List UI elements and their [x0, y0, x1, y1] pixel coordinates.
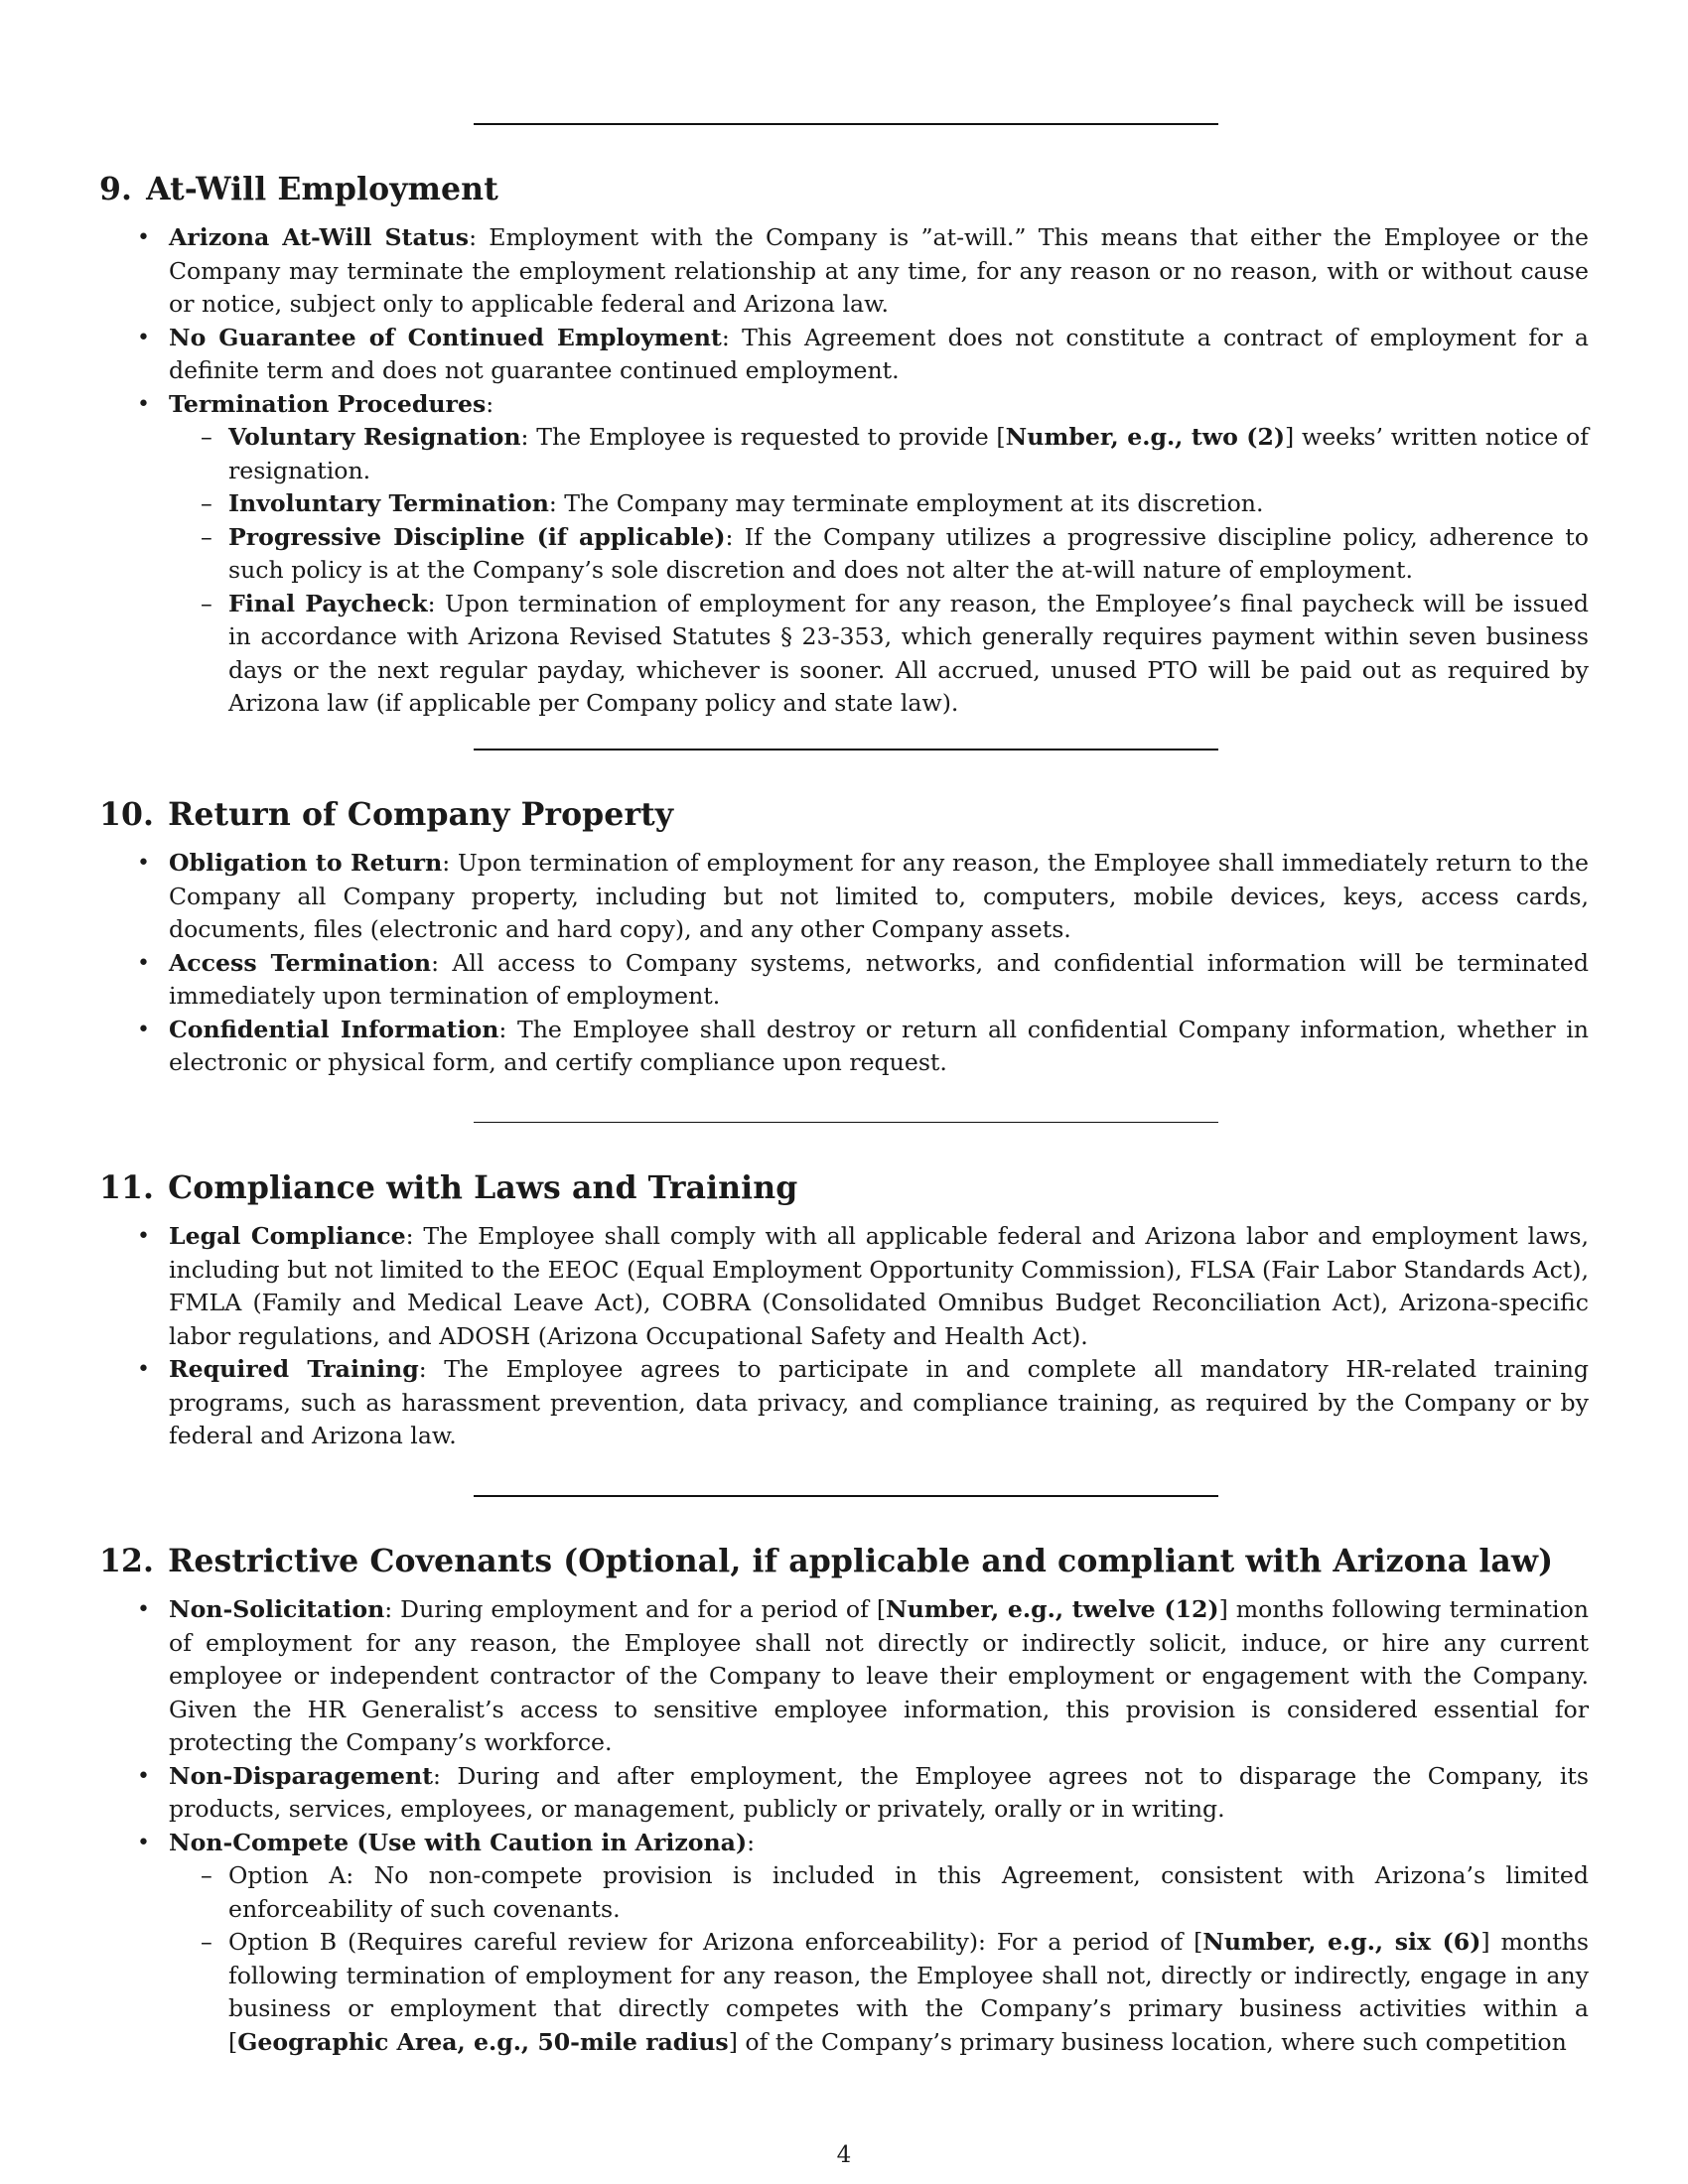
bullet-term: Non-Solicitation — [169, 1595, 385, 1623]
section-number: 9. — [99, 171, 133, 207]
section-title: At-Will Employment — [146, 171, 498, 207]
list-item: • Non-Solicitation: During employment and for a period of [Number, e.g., twelve (12)] months following termination of employment for any reason, the Employee shall not directly or indirectly solicit, induce, or hire any current employee or independent contractor of the Company to leave their employment or engagement with the Company. Given the HR Generalist’s access to sensitive employee information, this provision is considered essential for protecting the Company’s workforce. — [99, 1593, 1589, 1760]
bullet-term: Arizona At-Will Status — [169, 223, 470, 251]
sub-list-item: – Final Paycheck: Upon termination of employment for any reason, the Employee’s final paycheck will be issued in accordance with Arizona Revised Statutes § 23-353, which generally requires payment within seven business days or the next regular payday, whichever is sooner. All accrued, unused PTO will be paid out as required by Arizona law (if applicable per Company policy and state law). — [169, 588, 1589, 721]
bullet-list — [99, 1593, 1589, 2059]
bullet-term: Required Training — [169, 1355, 419, 1383]
section-number: 12. — [99, 1543, 155, 1579]
bullet-text: : The Employee shall comply with all applicable federal and Arizona labor and employment laws, including but not limited to the EEOC (Equal Employment Opportunity Commission), FLSA (Fair Labor Standards Act), FMLA (Family and Medical Leave Act), COBRA (Consolidated Omnibus Budget Reconciliation Act), Arizona-specific labor regulations, and ADOSH (Arizona Occupational Safety and Health Act). — [169, 1222, 1589, 1350]
list-item — [99, 1353, 1589, 1453]
bullet-term: No Guarantee of Continued Employment — [169, 323, 722, 351]
list-item — [99, 1014, 1589, 1080]
placeholder-field: Number, e.g., twelve (12) — [886, 1595, 1219, 1623]
sub-list-item: – Option B (Requires careful review for Arizona enforceability): For a period of [Number, e.g., six (6)] months following termination of employment for any reason, the Employee shall not, directly or indirectly, engage in any business or employment that directly competes with the Company’s primary business activities within a [Geographic Area, e.g., 50-mile radius] of the Company’s primary business location, where such competition — [169, 1926, 1589, 2059]
list-item — [99, 221, 1589, 322]
bullet-list — [99, 847, 1589, 1080]
section-title: Restrictive Covenants (Optional, if applicable and compliant with Arizona law) — [168, 1543, 1554, 1579]
list-item — [99, 388, 1589, 721]
placeholder-field: Number, e.g., two (2) — [1005, 423, 1286, 451]
list-item — [99, 1827, 1589, 2060]
bullet-list — [99, 221, 1589, 721]
bullet-text: : — [747, 1828, 756, 1856]
bullet-text: : All access to Company systems, networks, and confidential information will be terminated immediately upon termination of employment. — [169, 948, 1589, 1010]
bullet-text: : During and after employment, the Employee agrees not to disparage the Company, its products, services, employees, or management, publicly or privately, orally or in writing. — [169, 1761, 1589, 1823]
bullet-text: : The Employee agrees to participate in and complete all mandatory HR-related training programs, such as harassment prevention, data privacy, and compliance training, as required by the Company or by federal and Arizona law. — [169, 1355, 1589, 1449]
option-a-text: Option A: No non-compete provision is included in this Agreement, consistent with Arizona’s limited enforceability of such covenants. — [228, 1861, 1589, 1923]
list-item — [99, 322, 1589, 388]
section-heading — [99, 1169, 1589, 1206]
section-number: 11. — [99, 1169, 155, 1206]
sub-list-item — [169, 1859, 1589, 1926]
sub-term: Involuntary Termination — [228, 489, 549, 517]
bullet-term: Confidential Information — [169, 1015, 499, 1043]
section-heading — [99, 171, 1589, 207]
section-12 — [99, 1543, 1589, 2059]
section-divider — [474, 1495, 1218, 1497]
bullet-term: Access Termination — [169, 948, 432, 977]
bullet-text: : Employment with the Company is ”at-will.” This means that either the Employee or the Company may terminate the employment relationship at any time, for any reason or no reason, with or without cause or notice, subject only to applicable federal and Arizona law. — [169, 223, 1590, 318]
section-number: 10. — [99, 796, 155, 833]
list-item — [99, 1220, 1589, 1353]
sub-term: Voluntary Resignation — [228, 423, 521, 451]
section-title: Return of Company Property — [168, 796, 674, 833]
section-heading — [99, 1543, 1589, 1579]
page-number: 4 — [836, 2142, 852, 2168]
sub-list-item: – Progressive Discipline (if applicable): If the Company utilizes a progressive discipline policy, adherence to such policy is at the Company’s sole discretion and does not alter the at-will nature of employment. — [169, 521, 1589, 588]
bullet-text: : The Employee shall destroy or return all confidential Company information, whether in electronic or physical form, and certify compliance upon request. — [169, 1015, 1589, 1076]
section-heading — [99, 796, 1589, 833]
placeholder-field: Geographic Area, e.g., 50-mile radius — [237, 2027, 729, 2056]
list-item — [99, 847, 1589, 947]
section-10 — [99, 796, 1589, 1080]
sub-list-item: – Involuntary Termination: The Company may terminate employment at its discretion. — [169, 487, 1589, 521]
section-title: Compliance with Laws and Training — [168, 1169, 798, 1206]
bullet-text: : — [486, 389, 494, 418]
bullet-text: : This Agreement does not constitute a contract of employment for a definite term and does not guarantee continued employment. — [169, 323, 1589, 384]
bullet-term: Termination Procedures — [169, 389, 487, 418]
sub-term: Progressive Discipline (if applicable) — [228, 522, 726, 551]
section-divider — [474, 749, 1218, 751]
sub-list — [169, 421, 1589, 721]
section-9 — [99, 171, 1589, 721]
bullet-term: Non-Compete (Use with Caution in Arizona) — [169, 1828, 748, 1856]
list-item — [99, 947, 1589, 1014]
bullet-term: Obligation to Return — [169, 849, 443, 877]
bullet-term: Legal Compliance — [169, 1222, 406, 1250]
section-divider — [474, 123, 1218, 125]
bullet-term: Non-Disparagement — [169, 1761, 433, 1790]
document-page — [99, 0, 1589, 2184]
section-11 — [99, 1169, 1589, 1453]
sub-list-item: – Voluntary Resignation: The Employee is requested to provide [Number, e.g., two (2)] weeks’ written notice of resignation. — [169, 421, 1589, 487]
sub-list — [169, 1859, 1589, 2059]
list-item — [99, 1760, 1589, 1827]
placeholder-field: Number, e.g., six (6) — [1202, 1928, 1481, 1956]
section-divider — [474, 1122, 1218, 1123]
bullet-list — [99, 1220, 1589, 1453]
bullet-text: : Upon termination of employment for any reason, the Employee shall immediately return to the Company all Company property, including but not limited to, computers, mobile devices, keys, access cards, documents, files (electronic and hard copy), and any other Company assets. — [169, 849, 1589, 943]
sub-term: Final Paycheck — [228, 589, 428, 617]
